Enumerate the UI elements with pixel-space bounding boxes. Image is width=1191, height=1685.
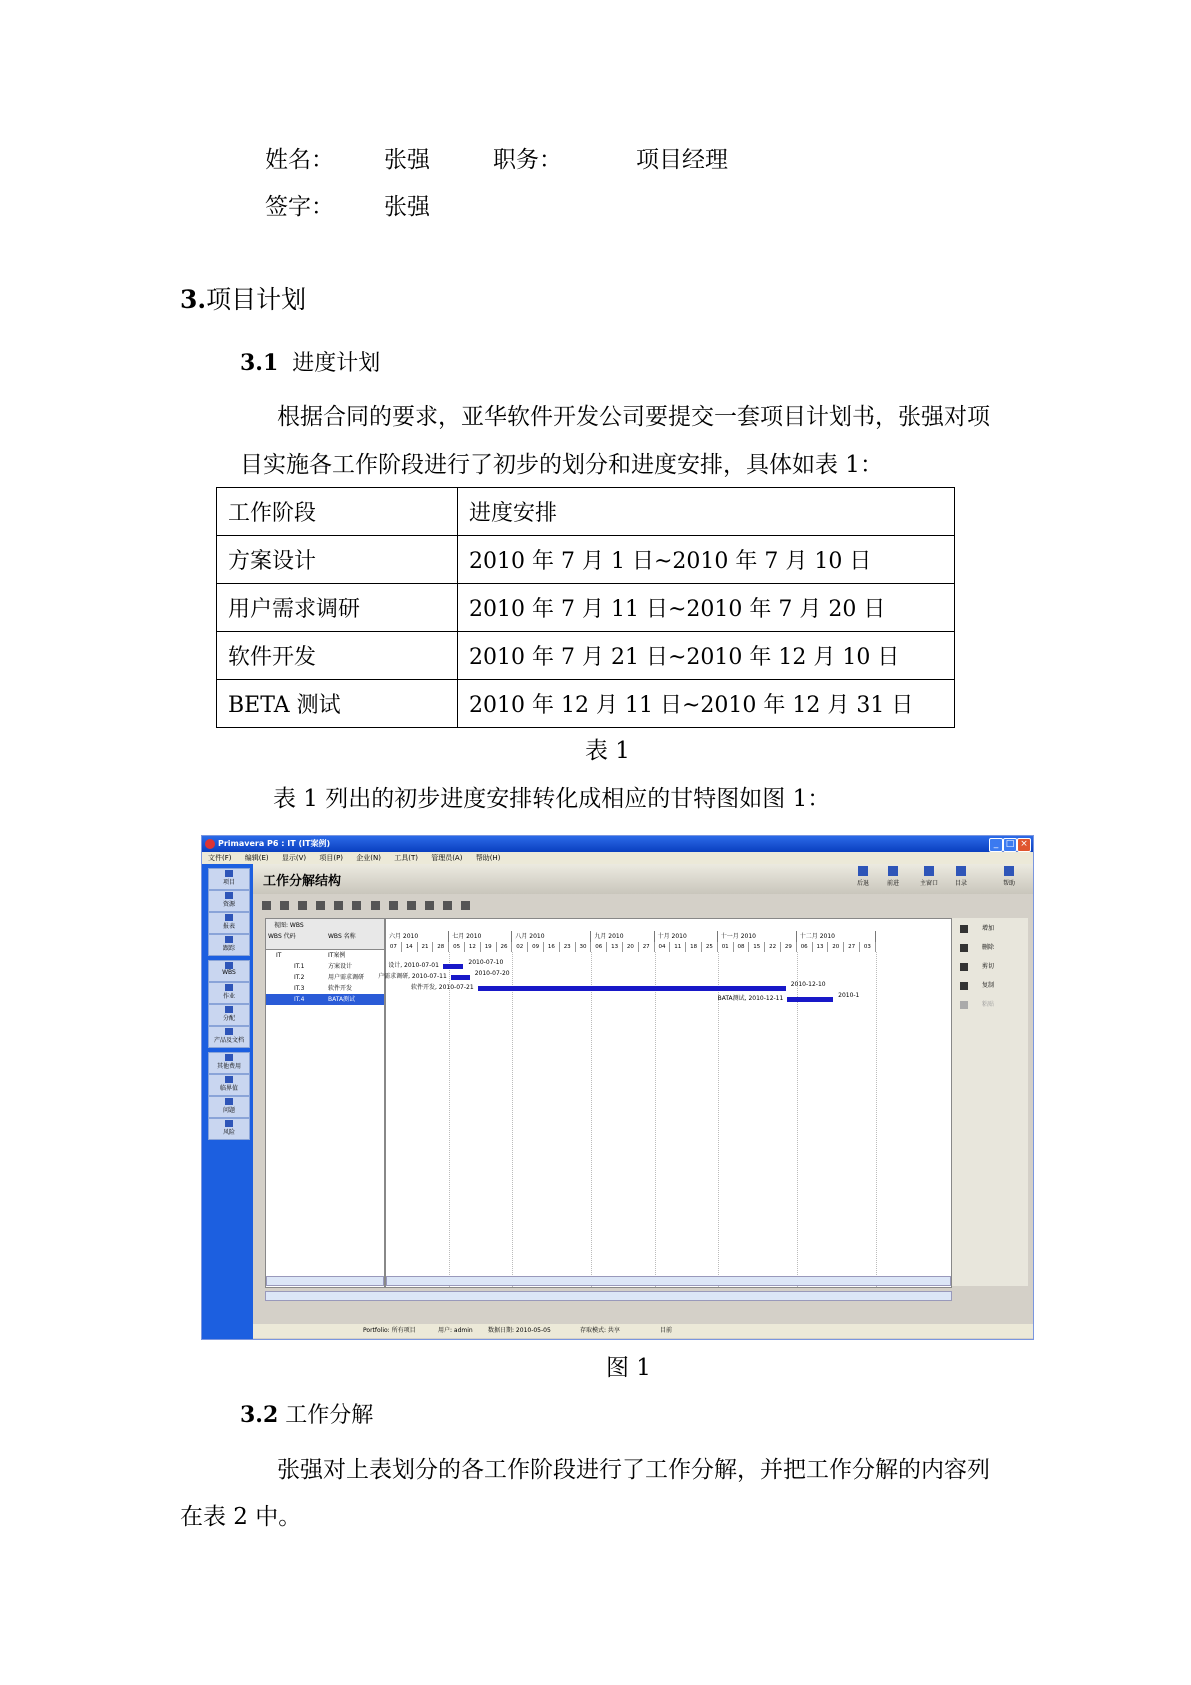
expenses-icon (225, 1054, 233, 1061)
gantt-week-label: 07 (386, 942, 402, 952)
paste-icon (960, 1001, 968, 1009)
sidebar-item-expenses[interactable]: 其他费用 (208, 1052, 250, 1074)
delete-icon (960, 944, 968, 952)
gantt-bar-end-label: 2010-07-10 (468, 959, 504, 966)
sidebar-item-assignments[interactable]: 分配 (208, 1004, 250, 1026)
wbs-table (265, 918, 385, 1288)
section-3-1-number: 3.1 (240, 350, 279, 376)
cut-icon (960, 963, 968, 971)
table-cell: BETA 测试 (217, 680, 458, 728)
gantt-week-label: 28 (433, 942, 449, 952)
close-icon[interactable]: × (1017, 838, 1031, 852)
table-1-caption: 表 1 (585, 738, 630, 764)
section-3-number: 3. (180, 285, 207, 314)
view-label[interactable]: 视图: WBS (274, 922, 304, 929)
schedule-icon[interactable] (461, 901, 470, 910)
gantt-gridline (876, 952, 877, 1287)
table-row (217, 536, 955, 584)
gantt-week-label: 11 (670, 942, 686, 952)
column-header-code[interactable]: WBS 代码 (268, 933, 296, 940)
table-row[interactable]: IT.1 方案设计 (294, 963, 353, 970)
gantt-month-label: 九月 2010 (591, 931, 654, 942)
gantt-week-label: 01 (718, 942, 734, 952)
menu-item[interactable]: 工具(T) (394, 854, 418, 862)
status-portfolio: Portfolio: 所有项目 (363, 1327, 416, 1334)
gantt-month-label: 十月 2010 (655, 931, 718, 942)
sidebar-item-tracking[interactable]: 跟踪 (208, 934, 250, 956)
gantt-bar[interactable] (787, 997, 833, 1002)
sidebar-item-wbs[interactable]: WBS (208, 960, 250, 982)
gantt-week-label: 26 (497, 942, 513, 952)
table-header-cell: 工作阶段 (217, 488, 458, 536)
table-cell: 2010 年 12 月 11 日~2010 年 12 月 31 日 (458, 680, 955, 728)
new-icon (960, 925, 968, 933)
gantt-week-label: 21 (418, 942, 434, 952)
window-title-bar (202, 836, 1033, 852)
directory-sidebar (202, 864, 253, 1339)
add-button[interactable]: 增加 (956, 922, 1024, 936)
home-icon (924, 866, 934, 876)
gantt-week-label: 12 (465, 942, 481, 952)
gantt-week-label: 09 (528, 942, 544, 952)
gantt-week-label: 27 (639, 942, 655, 952)
view-title: 工作分解结构 (263, 874, 342, 889)
back-arrow-icon (858, 866, 868, 876)
gantt-week-label: 23 (560, 942, 576, 952)
toolbar (260, 896, 520, 908)
section-3-heading (180, 285, 306, 315)
gantt-week-label: 25 (702, 942, 718, 952)
layout-icon[interactable] (316, 901, 325, 910)
paste-button[interactable]: 粘贴 (956, 998, 1024, 1012)
table-icon[interactable] (407, 901, 416, 910)
gantt-week-label: 13 (813, 942, 829, 952)
back-button[interactable]: 后退 (850, 866, 876, 887)
gantt-week-label: 29 (781, 942, 797, 952)
gantt-week-label: 03 (860, 942, 876, 952)
gantt-bar-end-label: 2010-12-10 (790, 981, 826, 988)
menu-bar (202, 852, 1033, 864)
gantt-gridline (512, 952, 513, 1287)
gantt-week-label: 06 (591, 942, 607, 952)
gantt-week-label: 20 (623, 942, 639, 952)
wbs-icon (225, 962, 233, 969)
gantt-bar[interactable] (451, 975, 470, 980)
gantt-gridline (591, 952, 592, 1287)
gantt-gridline (797, 952, 798, 1287)
table-cell: 用户需求调研 (217, 584, 458, 632)
table-row (217, 632, 955, 680)
schedule-table (216, 487, 955, 728)
gantt-week-label: 20 (828, 942, 844, 952)
menu-item[interactable]: 显示(V) (281, 854, 307, 862)
table-cell: 方案设计 (217, 536, 458, 584)
indent-icon[interactable] (298, 901, 307, 910)
gantt-week-label: 02 (512, 942, 528, 952)
documents-icon (225, 1028, 233, 1035)
gantt-month-label: 八月 2010 (512, 931, 591, 942)
tracking-icon (225, 936, 233, 943)
home-button[interactable]: 主窗口 (916, 866, 942, 887)
zoom-in-icon[interactable] (425, 901, 434, 910)
section-3-1-heading (240, 348, 380, 379)
wbs-table-header (266, 919, 384, 950)
reports-icon (225, 914, 233, 921)
filter-icon[interactable] (352, 901, 361, 910)
gantt-chart (378, 918, 952, 1288)
risks-icon (225, 1120, 233, 1127)
sidebar-item-resources[interactable]: 资源 (208, 890, 250, 912)
section-3-1-title: 进度计划 (292, 351, 381, 376)
sidebar-item-reports[interactable]: 报表 (208, 912, 250, 934)
gantt-week-label: 15 (749, 942, 765, 952)
thresholds-icon (225, 1076, 233, 1083)
bars-icon[interactable] (389, 901, 398, 910)
gantt-week-label: 19 (481, 942, 497, 952)
gantt-month-label: 十一月 2010 (718, 931, 797, 942)
paragraph-1-line-1: 根据合同的要求，亚华软件开发公司要提交一套项目计划书，张强对项 (277, 404, 990, 430)
forward-arrow-icon (888, 866, 898, 876)
status-access-mode: 存取模式: 共享 (580, 1327, 620, 1334)
projects-icon (225, 870, 233, 877)
table-row[interactable]: IT.4 BATA测试 (266, 994, 384, 1005)
assignments-icon (225, 1006, 233, 1013)
help-icon (1004, 866, 1014, 876)
table-cell: 2010 年 7 月 1 日~2010 年 7 月 10 日 (458, 536, 955, 584)
gantt-week-label: 06 (797, 942, 813, 952)
table-header-cell: 进度安排 (458, 488, 955, 536)
minimize-icon[interactable]: _ (989, 838, 1003, 852)
directory-icon (956, 866, 966, 876)
sidebar-item-projects[interactable]: 项目 (208, 868, 250, 890)
bottom-scrollbar[interactable] (265, 1291, 952, 1301)
gantt-bar-start-label: 软件开发, 2010-07-21 (410, 984, 474, 991)
sidebar-item-thresholds[interactable]: 临界值 (208, 1074, 250, 1096)
gantt-horizontal-scrollbar[interactable] (386, 1276, 951, 1286)
title-value: 项目经理 (636, 147, 728, 173)
activities-icon (225, 984, 233, 991)
copy-button[interactable]: 复制 (956, 979, 1024, 993)
help-button[interactable]: 帮助 (996, 866, 1022, 887)
sign-value: 张强 (384, 194, 430, 220)
menu-item[interactable]: 帮助(H) (475, 854, 501, 862)
table-row[interactable]: IT.2 用户需求调研 (294, 974, 365, 981)
forward-button[interactable]: 前进 (880, 866, 906, 887)
group-icon[interactable] (334, 901, 343, 910)
name-label: 姓名： (265, 147, 334, 173)
gantt-week-label: 27 (844, 942, 860, 952)
section-3-title: 项目计划 (206, 285, 307, 314)
window-title: Primavera P6 : IT (IT案例) (218, 839, 331, 848)
paragraph-2: 表 1 列出的初步进度安排转化成相应的甘特图如图 1： (273, 786, 831, 812)
zoom-out-icon[interactable] (443, 901, 452, 910)
gantt-week-label: 22 (765, 942, 781, 952)
column-header-name[interactable]: WBS 名称 (328, 933, 356, 940)
copy-icon (960, 982, 968, 990)
primavera-screenshot (201, 835, 1034, 1340)
columns-icon[interactable] (371, 901, 380, 910)
print-preview-icon[interactable] (280, 901, 289, 910)
sign-label: 签字： (265, 194, 334, 220)
status-extra: 目前 (660, 1327, 673, 1334)
issues-icon (225, 1098, 233, 1105)
table-row (217, 680, 955, 728)
figure-1-caption: 图 1 (606, 1355, 651, 1381)
status-bar (253, 1324, 1033, 1338)
gantt-bar[interactable] (443, 964, 464, 969)
gantt-bar-start-label: BATA测试, 2010-12-11 (717, 995, 784, 1002)
resources-icon (225, 892, 233, 899)
table-cell: 2010 年 7 月 11 日~2010 年 7 月 20 日 (458, 584, 955, 632)
menu-item[interactable]: 编辑(E) (244, 854, 269, 862)
gantt-bar[interactable] (478, 986, 786, 991)
gantt-week-label: 05 (449, 942, 465, 952)
gantt-week-label: 16 (544, 942, 560, 952)
cut-button[interactable]: 剪切 (956, 960, 1024, 974)
horizontal-scrollbar[interactable] (266, 1276, 384, 1286)
gantt-bar-end-label: 2010-07-20 (474, 970, 510, 977)
section-3-2-number: 3.2 (240, 1402, 279, 1428)
paragraph-3-line-1: 张强对上表划分的各工作阶段进行了工作分解，并把工作分解的内容列 (277, 1457, 990, 1483)
sidebar-item-activities[interactable]: 作业 (208, 982, 250, 1004)
maximize-icon[interactable]: □ (1003, 838, 1017, 852)
delete-button[interactable]: 删除 (956, 941, 1024, 955)
title-label: 职务： (493, 147, 562, 173)
gantt-bar-start-label: 设计, 2010-07-01 (388, 962, 439, 969)
table-row (217, 584, 955, 632)
sidebar-item-risks[interactable]: 风险 (208, 1118, 250, 1140)
status-data-date: 数据日期: 2010-05-05 (488, 1327, 551, 1334)
gantt-week-label: 04 (655, 942, 671, 952)
paragraph-1-line-2: 目实施各工作阶段进行了初步的划分和进度安排，具体如表 1： (240, 452, 883, 478)
gantt-month-label: 七月 2010 (449, 931, 512, 942)
sidebar-item-work-products[interactable]: 产品及文档 (208, 1026, 250, 1048)
table-cell: 2010 年 7 月 21 日~2010 年 12 月 10 日 (458, 632, 955, 680)
menu-item[interactable]: 管理员(A) (431, 854, 463, 862)
gantt-week-label: 18 (686, 942, 702, 952)
table-cell: 软件开发 (217, 632, 458, 680)
directory-button[interactable]: 目录 (948, 866, 974, 887)
menu-item[interactable]: 文件(F) (208, 854, 232, 862)
gantt-week-label: 30 (576, 942, 592, 952)
app-logo-icon (205, 839, 215, 849)
gantt-week-label: 08 (734, 942, 750, 952)
menu-item[interactable]: 项目(P) (319, 854, 344, 862)
gantt-gridline (449, 952, 450, 1287)
sidebar-item-issues[interactable]: 问题 (208, 1096, 250, 1118)
table-row[interactable]: IT IT案例 (276, 952, 346, 959)
command-panel (952, 918, 1028, 1286)
gantt-week-label: 14 (402, 942, 418, 952)
menu-item[interactable]: 企业(N) (356, 854, 381, 862)
paragraph-3-line-2: 在表 2 中。 (180, 1504, 302, 1530)
table-header-row (217, 488, 955, 536)
view-header (253, 864, 1033, 894)
gantt-month-label: 十二月 2010 (797, 931, 876, 942)
section-3-2-heading (240, 1400, 373, 1431)
gantt-gridline (655, 952, 656, 1287)
status-user: 用户: admin (438, 1327, 473, 1334)
gantt-bar-end-label: 2010-1 (838, 992, 860, 999)
table-row[interactable]: IT.3 软件开发 (294, 985, 353, 992)
section-3-2-title: 工作分解 (285, 1403, 374, 1428)
gantt-month-label: 六月 2010 (386, 931, 449, 942)
gantt-week-label: 13 (607, 942, 623, 952)
name-value: 张强 (384, 147, 430, 173)
print-icon[interactable] (262, 901, 271, 910)
gantt-bar-start-label: 户需求调研, 2010-07-11 (378, 973, 447, 980)
